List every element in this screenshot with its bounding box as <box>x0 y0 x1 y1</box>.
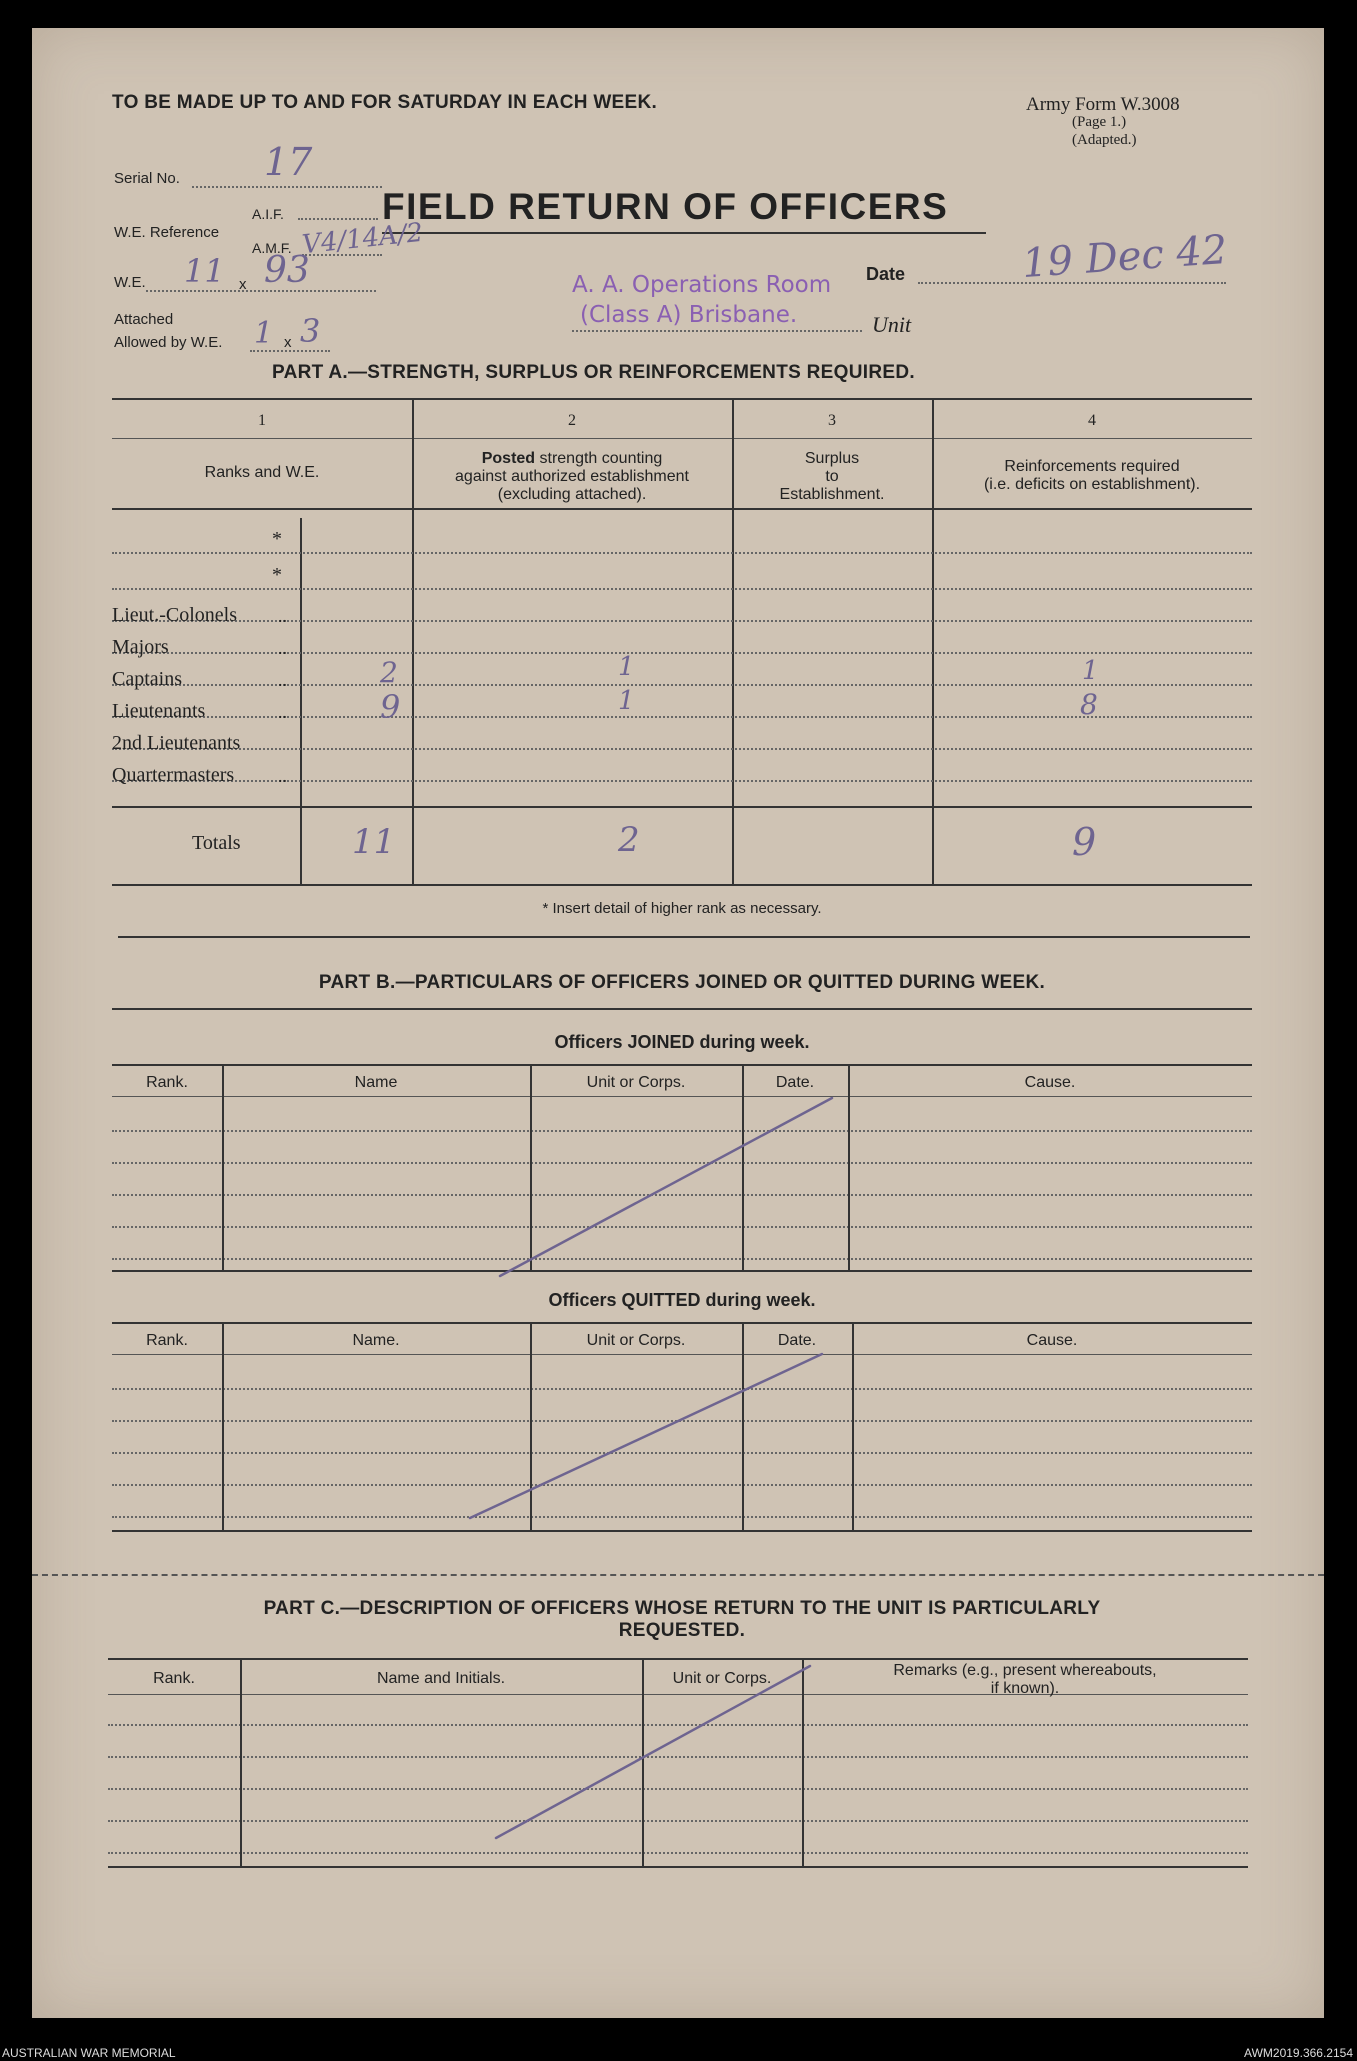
col-header-surplus-line3: Establishment. <box>779 486 885 503</box>
rank-dots: .. <box>278 766 287 786</box>
captains-posted: 1 <box>618 652 635 682</box>
we-x: x <box>239 276 247 293</box>
col-number-4: 4 <box>1088 412 1096 429</box>
date-value: 19 Dec 42 <box>1020 226 1229 288</box>
col-header-reinf-line2: (i.e. deficits on establishment). <box>983 476 1201 493</box>
allowed-label: Allowed by W.E. <box>114 334 223 351</box>
col-number-1: 1 <box>258 412 266 429</box>
col-header-reinf-line1: Reinforcements required <box>1004 458 1180 475</box>
unit-stamp-line1: A. A. Operations Room <box>572 272 832 298</box>
quitted-col-name: Name. <box>352 1332 400 1349</box>
col-header-ranks: Ranks and W.E. <box>204 464 320 481</box>
quitted-col-cause: Cause. <box>1026 1332 1078 1349</box>
col-header-surplus-line2: to <box>825 468 839 485</box>
we-value-2: 93 <box>264 250 310 291</box>
col-header-posted-line2: against authorized establishment <box>455 468 689 485</box>
lieutenants-posted: 1 <box>618 686 635 716</box>
form-adapted: (Adapted.) <box>1072 132 1137 148</box>
col-header-posted-line3: (excluding attached). <box>497 486 647 503</box>
joined-col-date: Date. <box>775 1074 815 1091</box>
col-header-posted-bold: Posted <box>481 450 536 467</box>
rank-2nd-lieutenants: 2nd Lieutenants <box>112 732 241 754</box>
quitted-col-date: Date. <box>777 1332 817 1349</box>
we-reference-label: W.E. Reference <box>114 224 220 241</box>
star-marker-2: * <box>272 564 282 586</box>
rank-dots: .. <box>278 638 287 658</box>
unit-stamp-line2: (Class A) Brisbane. <box>580 302 798 328</box>
we-value-1: 11 <box>184 252 225 290</box>
totals-we: 11 <box>352 822 396 862</box>
totals-reinf: 9 <box>1072 820 1097 864</box>
star-marker-1: * <box>272 528 282 550</box>
amf-label: A.M.F. <box>252 240 292 256</box>
col-number-2: 2 <box>568 412 576 429</box>
pencil-strike-lines <box>32 28 1324 2018</box>
lieutenants-reinf: 8 <box>1080 688 1098 721</box>
amf-value: V4/14A/2 <box>300 217 425 261</box>
quitted-col-unit: Unit or Corps. <box>586 1332 686 1349</box>
rank-quartermasters: Quartermasters <box>112 764 235 786</box>
part-c-remarks-line1: Remarks (e.g., present whereabouts, <box>893 1662 1157 1679</box>
serial-label: Serial No. <box>114 170 180 187</box>
archive-credit: AUSTRALIAN WAR MEMORIAL <box>2 2046 176 2060</box>
attached-label: Attached <box>114 311 174 328</box>
form-sheet <box>32 28 1324 2018</box>
part-c-col-name: Name and Initials. <box>376 1670 506 1687</box>
col-header-posted-rest: strength counting <box>535 450 663 467</box>
unit-label: Unit <box>872 312 912 337</box>
form-page: (Page 1.) <box>1072 114 1127 130</box>
quitted-heading: Officers QUITTED during week. <box>548 1290 816 1310</box>
rank-captains: Captains <box>112 668 182 690</box>
part-c-col-unit: Unit or Corps. <box>672 1670 772 1687</box>
lieutenants-we: 9 <box>380 688 401 726</box>
quitted-col-rank: Rank. <box>146 1332 188 1349</box>
joined-heading: Officers JOINED during week. <box>554 1032 810 1052</box>
rank-dots: .. <box>278 702 287 722</box>
part-c-col-rank: Rank. <box>153 1670 195 1687</box>
part-c-heading-line1: PART C.—DESCRIPTION OF OFFICERS WHOSE RETURN TO THE UNIT IS PARTICULARLY <box>263 1598 1101 1619</box>
captains-reinf: 1 <box>1082 656 1099 686</box>
allowed-value-1: 1 <box>254 316 274 351</box>
page-title: FIELD RETURN OF OFFICERS <box>382 186 949 227</box>
aif-label: A.I.F. <box>252 206 284 222</box>
archive-catalog-number: AWM2019.366.2154 <box>1244 2046 1353 2060</box>
part-c-heading-line2: REQUESTED. <box>618 1620 746 1641</box>
joined-col-name: Name <box>354 1074 398 1091</box>
col-header-surplus-line1: Surplus <box>804 450 860 467</box>
rank-majors: Majors <box>112 636 169 658</box>
rank-lieut-colonels: Lieut.-Colonels <box>112 604 237 626</box>
totals-posted: 2 <box>618 820 640 860</box>
part-b-heading: PART B.—PARTICULARS OF OFFICERS JOINED OR QUITTED DURING WEEK. <box>318 972 1046 993</box>
allowed-value-2: 3 <box>300 312 321 350</box>
rank-dots: .. <box>278 670 287 690</box>
serial-value: 17 <box>264 140 313 184</box>
joined-col-rank: Rank. <box>146 1074 188 1091</box>
part-a-footnote: * Insert detail of higher rank as necessary. <box>542 900 822 917</box>
part-a-heading: PART A.—STRENGTH, SURPLUS OR REINFORCEMENTS REQUIRED. <box>272 362 915 383</box>
joined-col-cause: Cause. <box>1024 1074 1076 1091</box>
date-label: Date <box>866 264 906 284</box>
we-label: W.E. <box>114 274 146 291</box>
allowed-x: x <box>284 334 292 351</box>
rank-lieutenants: Lieutenants <box>112 700 206 722</box>
totals-label: Totals <box>192 832 241 854</box>
form-number: Army Form W.3008 <box>1026 94 1180 115</box>
rank-dots: .. <box>278 606 287 626</box>
part-c-remarks-line2: if known). <box>990 1680 1060 1697</box>
captains-we: 2 <box>380 656 398 689</box>
col-number-3: 3 <box>828 412 836 429</box>
joined-col-unit: Unit or Corps. <box>586 1074 686 1091</box>
weekly-instruction: TO BE MADE UP TO AND FOR SATURDAY IN EACH WEEK. <box>112 92 658 113</box>
